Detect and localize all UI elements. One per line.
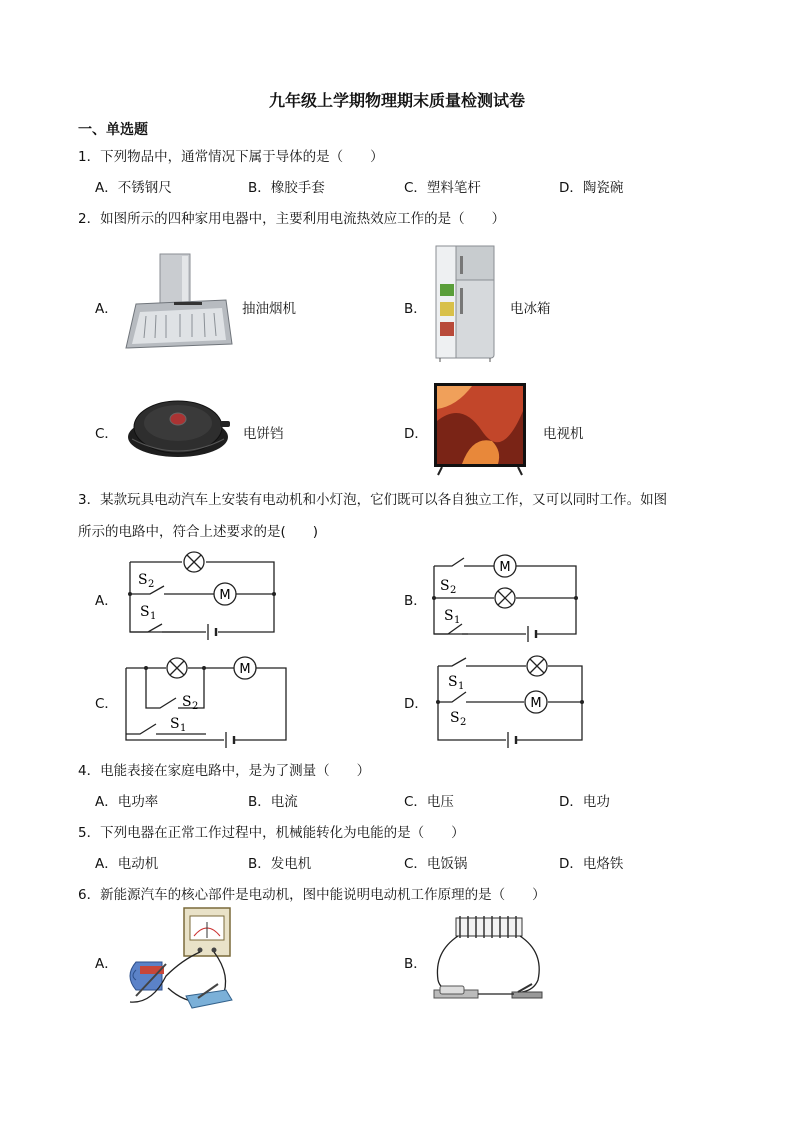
q4-option-c[interactable]: C．电压 [404,794,454,810]
q4-option-a[interactable]: A．电功率 [95,794,159,810]
svg-text:S: S [444,608,454,624]
q1-option-a[interactable]: A．不锈钢尺 [95,180,172,196]
switch-s1-label: S [140,604,150,620]
question-6-stem: 6．新能源汽车的核心部件是电动机，图中能说明电动机工作原理的是（ ） [78,887,546,903]
q5-option-c[interactable]: C．电饭锅 [404,856,468,872]
refrigerator-icon [430,244,500,364]
q3-option-a-letter[interactable]: A． [95,593,118,609]
section-heading: 一、单选题 [78,122,148,138]
q2-option-a-label: 抽油烟机 [242,301,296,317]
svg-text:2: 2 [192,701,199,712]
circuit-diagram-d [430,656,590,748]
svg-text:M: M [530,696,542,711]
q1-option-c[interactable]: C．塑料笔杆 [404,180,481,196]
q3-option-d-letter[interactable]: D． [404,696,428,712]
page-title: 九年级上学期物理期末质量检测试卷 [268,91,525,110]
svg-text:1: 1 [458,681,465,692]
q4-option-d[interactable]: D．电功 [559,794,610,810]
svg-text:2: 2 [460,717,467,728]
electromagnetic-induction-apparatus-icon [122,906,242,1016]
question-3-stem-line1: 3．某款玩具电动汽车上安装有电动机和小灯泡，它们既可以各自独立工作，又可以同时工作。如图 [78,492,668,508]
svg-text:S: S [440,578,450,594]
range-hood-icon [122,252,234,356]
q6-option-a-letter[interactable]: A． [95,956,118,972]
svg-text:2: 2 [450,585,457,596]
svg-text:1: 1 [454,615,461,626]
svg-text:M: M [499,560,511,575]
question-4-stem: 4．电能表接在家庭电路中，是为了测量（ ） [78,763,371,779]
svg-text:S: S [170,716,180,732]
q1-option-d[interactable]: D．陶瓷碗 [559,180,624,196]
q1-option-b[interactable]: B．橡胶手套 [248,180,325,196]
svg-text:S: S [448,674,458,690]
q2-option-c-label: 电饼铛 [243,426,284,442]
q2-option-b-label: 电冰箱 [510,301,551,317]
solenoid-circuit-icon [430,908,546,1008]
circuit-diagram-b [428,554,588,644]
q4-option-b[interactable]: B．电流 [248,794,298,810]
q5-option-b[interactable]: B．发电机 [248,856,312,872]
q6-option-b-letter[interactable]: B． [404,956,427,972]
q2-option-d-letter[interactable]: D． [404,426,428,442]
svg-text:S: S [182,694,192,710]
svg-text:S: S [450,710,460,726]
svg-text:1: 1 [150,611,157,622]
circuit-diagram-c [120,656,292,750]
q2-option-a-letter[interactable]: A． [95,301,118,317]
q2-option-c-letter[interactable]: C． [95,426,118,442]
svg-text:2: 2 [148,579,155,590]
q5-option-a[interactable]: A．电动机 [95,856,159,872]
television-icon [432,381,528,477]
question-2-stem: 2．如图所示的四种家用电器中，主要利用电流热效应工作的是（ ） [78,211,506,227]
question-5-stem: 5．下列电器在正常工作过程中，机械能转化为电能的是（ ） [78,825,465,841]
q2-option-d-label: 电视机 [543,426,584,442]
q2-option-b-letter[interactable]: B． [404,301,427,317]
motor-label: M [219,588,231,603]
question-3-stem-line2: 所示的电路中，符合上述要求的是( ) [78,524,319,540]
q3-option-c-letter[interactable]: C． [95,696,118,712]
circuit-diagram-a [120,548,290,640]
svg-text:1: 1 [180,723,187,734]
q3-option-b-letter[interactable]: B． [404,593,427,609]
question-1-stem: 1．下列物品中，通常情况下属于导体的是（ ） [78,149,384,165]
q5-option-d[interactable]: D．电烙铁 [559,856,624,872]
switch-s2-label: S [138,572,148,588]
electric-griddle-icon [120,393,230,465]
svg-text:M: M [239,662,251,677]
